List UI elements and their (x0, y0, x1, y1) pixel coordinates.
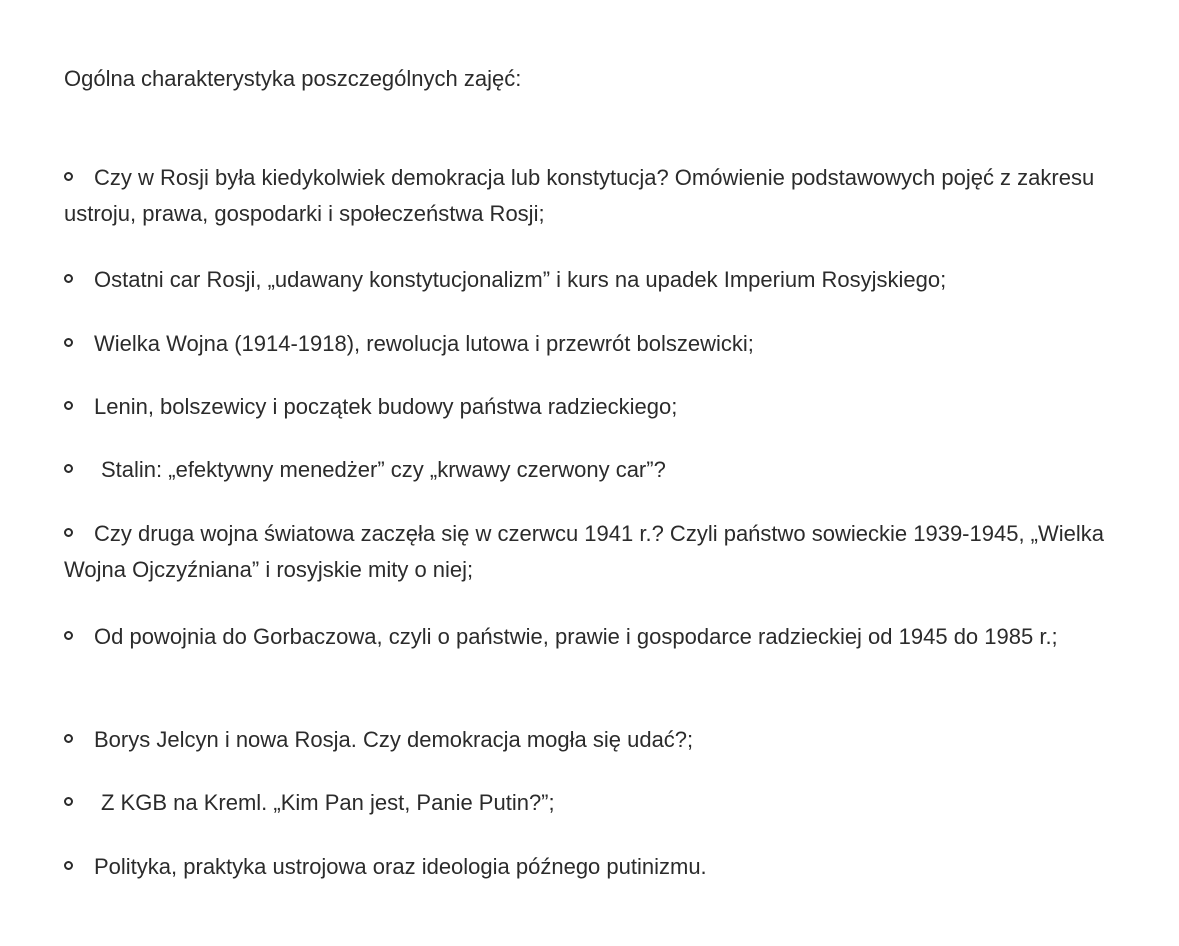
list-item (64, 785, 1129, 821)
bullet-icon (64, 797, 73, 806)
list-item (64, 619, 1129, 655)
list-item-text: Czy w Rosji była kiedykolwiek demokracja lub konstytucja? Omówienie podstawowych pojęć z zakresu ustroju, prawa, gospodarki i społeczeństwa Rosji; (64, 165, 1095, 226)
list-item-text: Z KGB na Kreml. „Kim Pan jest, Panie Putin?”; (101, 790, 555, 815)
list-item-text: Borys Jelcyn i nowa Rosja. Czy demokracja mogła się udać?; (94, 727, 694, 752)
bullet-icon (64, 464, 73, 473)
bullet-icon (64, 631, 73, 640)
bullet-icon (64, 274, 73, 283)
bullet-icon (64, 338, 73, 347)
list-item (64, 262, 1129, 298)
bullet-icon (64, 172, 73, 181)
list-item-text: Polityka, praktyka ustrojowa oraz ideologia późnego putinizmu. (94, 854, 707, 879)
list-item-text: Od powojnia do Gorbaczowa, czyli o państwie, prawie i gospodarce radzieckiej od 1945 do 1985 r.; (94, 624, 1058, 649)
bullet-icon (64, 528, 73, 537)
list-item (64, 160, 1129, 232)
list-item-text: Stalin: „efektywny menedżer” czy „krwawy czerwony car”? (101, 457, 666, 482)
bullet-icon (64, 861, 73, 870)
list-item (64, 722, 1129, 758)
list-item-text: Wielka Wojna (1914-1918), rewolucja lutowa i przewrót bolszewicki; (94, 331, 754, 356)
list-item (64, 516, 1129, 588)
list-item (64, 326, 1129, 362)
bullet-icon (64, 401, 73, 410)
list-item-text: Czy druga wojna światowa zaczęła się w czerwcu 1941 r.? Czyli państwo sowieckie 1939-1945, „Wielka Wojna Ojczyźniana” i rosyjskie mity o niej; (64, 521, 1105, 582)
page-heading: Ogólna charakterystyka poszczególnych zajęć: (64, 66, 522, 91)
list-item-text: Lenin, bolszewicy i początek budowy państwa radzieckiego; (94, 394, 678, 419)
list-item (64, 389, 1129, 425)
list-item (64, 452, 1129, 488)
list-item (64, 849, 1129, 885)
bullet-icon (64, 734, 73, 743)
list-item-text: Ostatni car Rosji, „udawany konstytucjonalizm” i kurs na upadek Imperium Rosyjskiego; (94, 267, 947, 292)
